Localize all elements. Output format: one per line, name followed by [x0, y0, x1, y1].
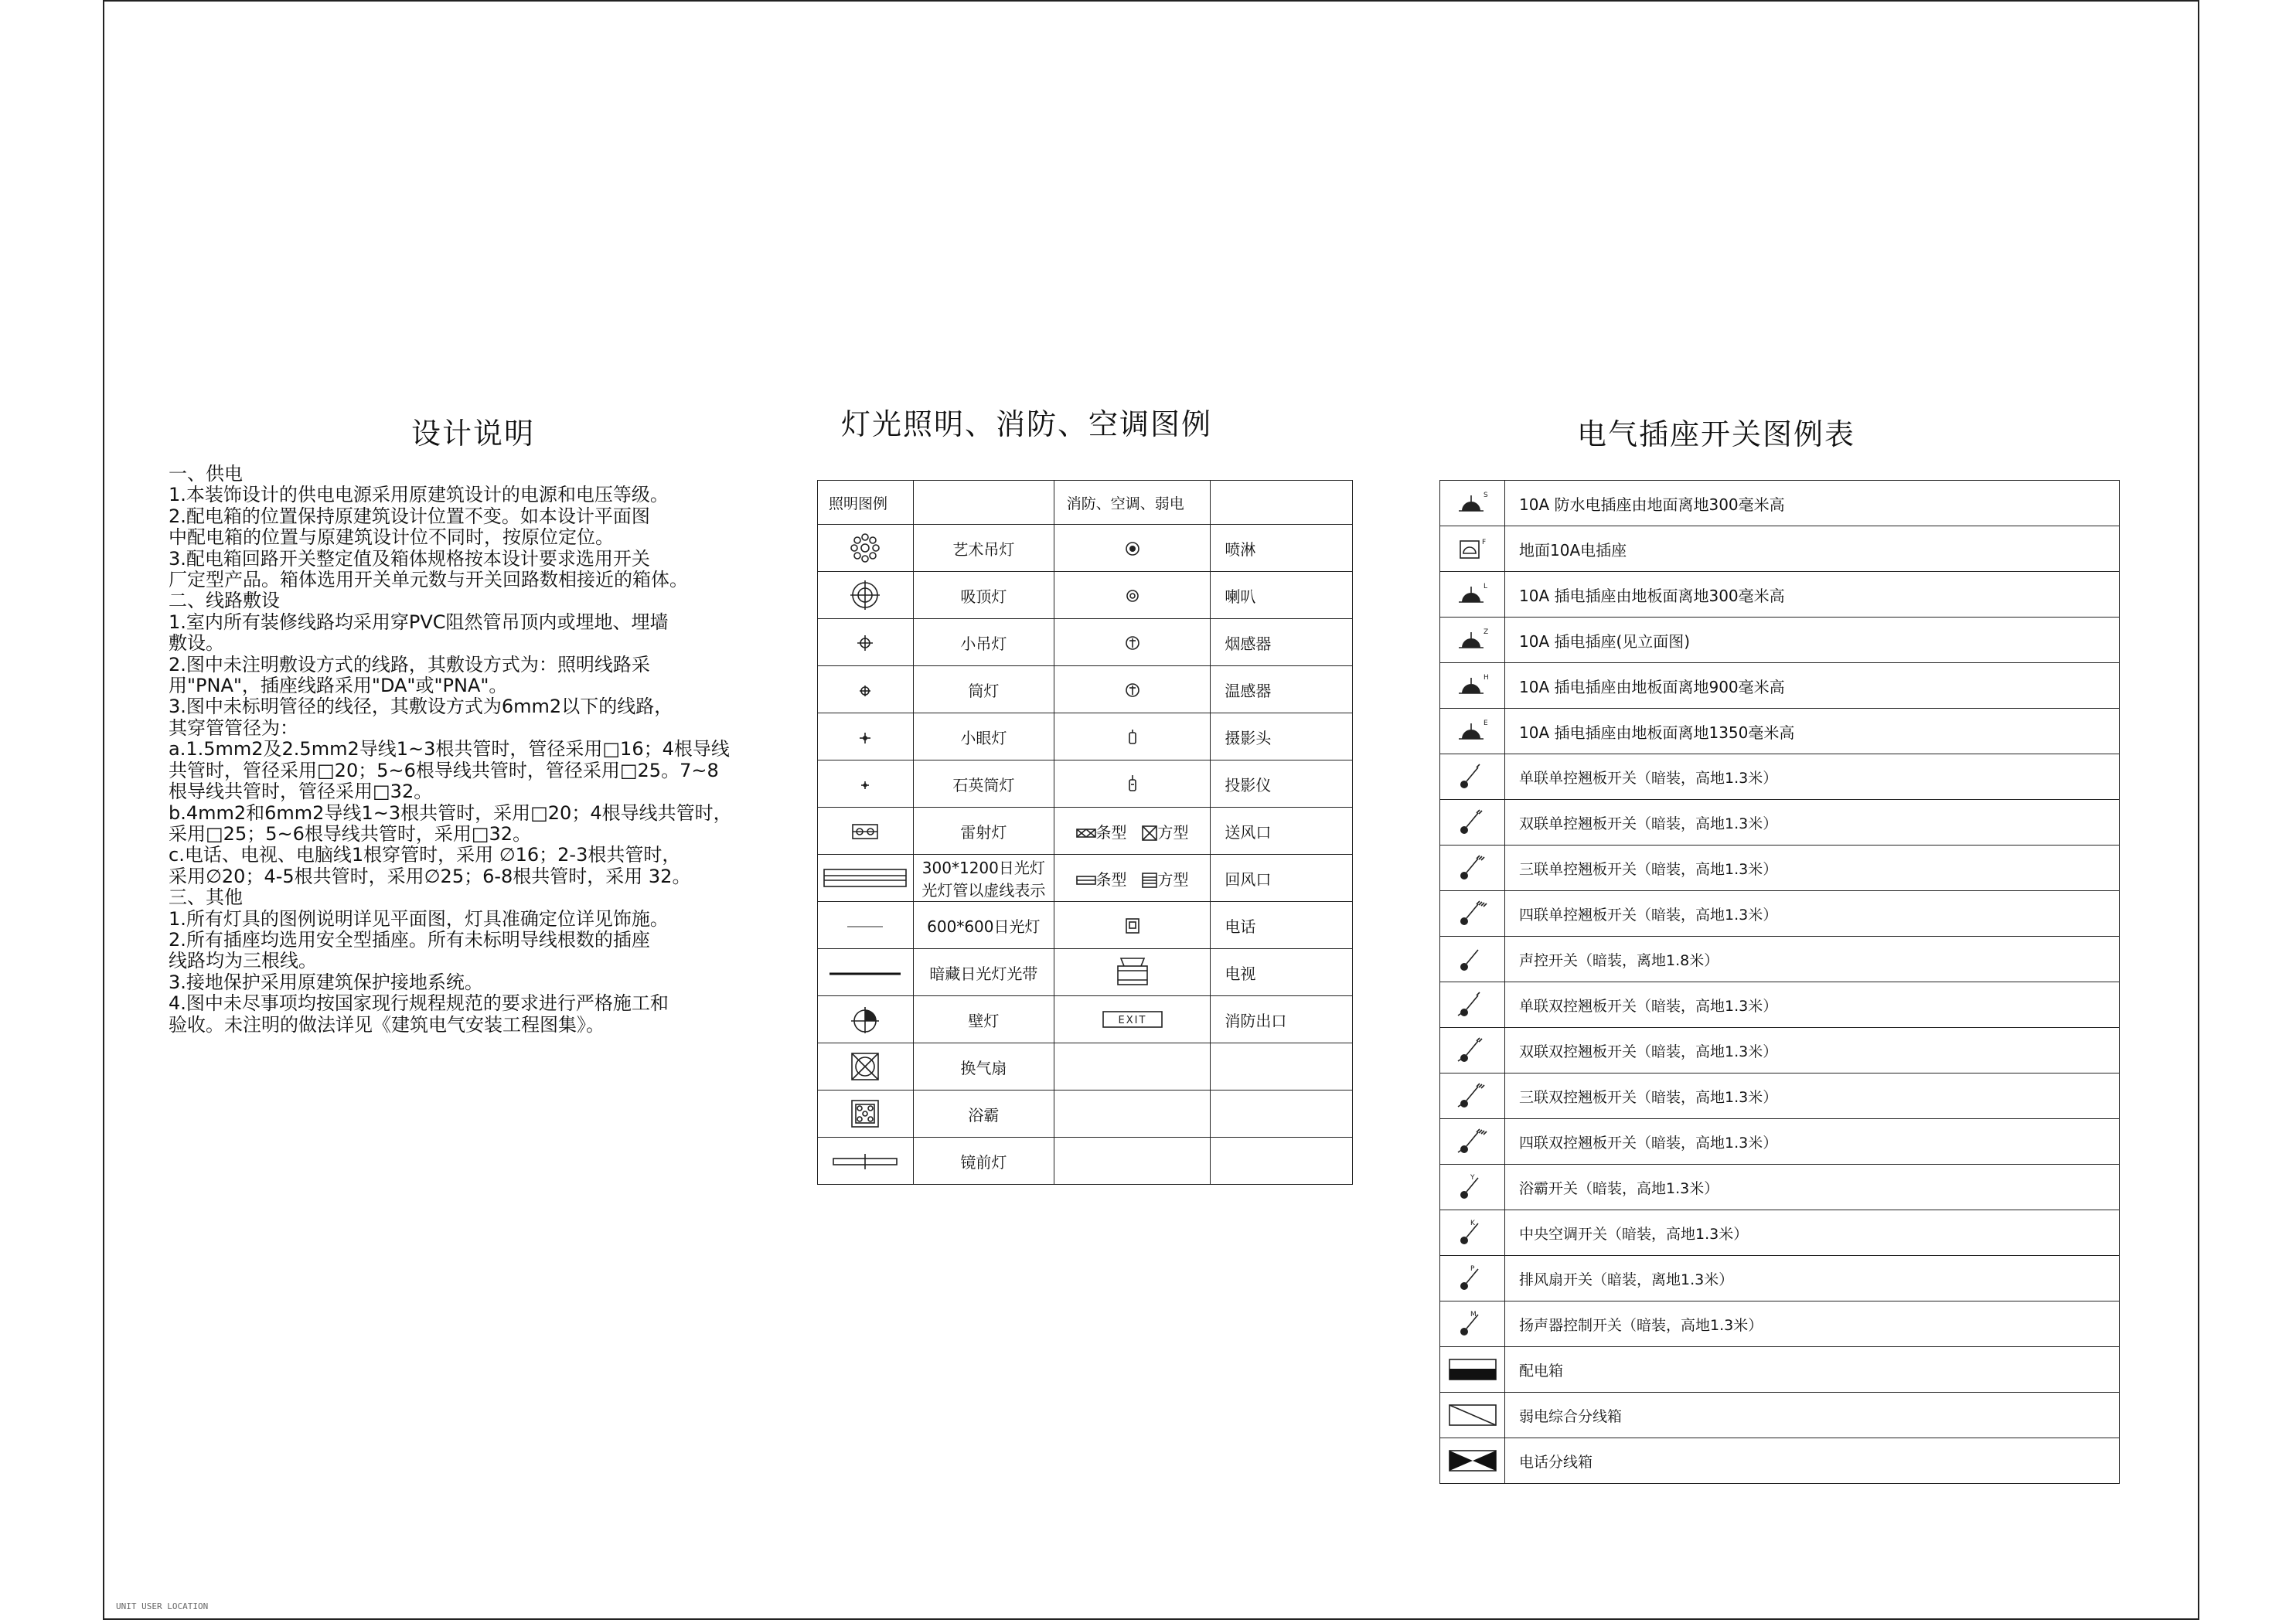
table-row [1440, 481, 2120, 526]
legend-description: 10A 插电插座由地板面离地300毫米高 [1505, 572, 2120, 618]
bath-heater-icon [850, 1104, 880, 1122]
tv-icon [1113, 962, 1152, 981]
speaker-icon [1124, 586, 1141, 604]
note-line: 验收。未注明的做法详见《建筑电气安装工程图集》。 [169, 1013, 605, 1036]
note-line: 1.室内所有装修线路均采用穿PVC阻然管吊顶内或埋地、埋墙 [169, 611, 669, 633]
fan-switch-icon [1453, 1265, 1492, 1287]
lighting-legend-title: 灯光照明、消防、空调图例 [841, 407, 1213, 441]
table-row [1440, 846, 2120, 891]
table-row [1440, 1073, 2120, 1119]
bath-switch-icon [1453, 1174, 1492, 1196]
legend-description: 声控开关（暗装，离地1.8米） [1505, 937, 2120, 982]
ac-switch-icon [1453, 1220, 1492, 1241]
table-row [1440, 982, 2120, 1028]
table-row [1440, 618, 2120, 663]
vent-square-icon [1141, 823, 1158, 842]
legend-description: 双联单控翘板开关（暗装，高地1.3米） [1505, 800, 2120, 846]
sprinkler-icon [1124, 539, 1141, 557]
note-line: 3.接地保护采用原建筑保护接地系统。 [169, 971, 483, 993]
table-row [818, 996, 1353, 1043]
svg-text:Z: Z [1483, 628, 1488, 636]
legend-label: 喇叭 [1225, 587, 1256, 606]
wall-lamp-icon [849, 1009, 881, 1028]
legend-label: 送风口 [1225, 822, 1272, 842]
table-row [1440, 1028, 2120, 1073]
electrical-legend-table [1439, 480, 2120, 1484]
chandelier-icon [848, 538, 882, 556]
legend-label: 电话 [1225, 917, 1256, 936]
vent-strip-label: 条型 [1095, 869, 1127, 889]
switch-1-icon [1453, 768, 1492, 785]
legend-description: 弱电综合分线箱 [1505, 1393, 2120, 1438]
speaker-switch-icon [1453, 1311, 1492, 1332]
laser-light-icon [851, 822, 879, 840]
socket-icon [1454, 720, 1491, 740]
socket-icon [1454, 583, 1491, 603]
socket-icon [1454, 674, 1491, 694]
camera-icon [1127, 726, 1138, 745]
smoke-detector-icon [1124, 633, 1141, 652]
table-row [818, 713, 1353, 760]
distribution-box-icon [1448, 1361, 1497, 1378]
dual-switch-3-icon [1453, 1087, 1492, 1104]
legend-label: 投影仪 [1225, 775, 1272, 794]
table-row [1440, 526, 2120, 572]
mirror-light-icon [830, 1151, 900, 1169]
legend-description: 四联双控翘板开关（暗装，高地1.3米） [1505, 1119, 2120, 1165]
legend-label: 300*1200日光灯 [921, 859, 1045, 877]
legend-description: 10A 插电插座由地板面离地900毫米高 [1505, 663, 2120, 709]
table-row [818, 1138, 1353, 1185]
legend-label: 喷淋 [1225, 539, 1256, 559]
svg-text:H: H [1483, 674, 1489, 682]
table-row [1440, 709, 2120, 754]
vent-strip-icon [1076, 823, 1096, 842]
svg-text:P: P [1470, 1265, 1474, 1273]
note-line: c.电话、电视、电脑线1根穿管时，采用 ∅16；2-3根共管时， [169, 844, 681, 866]
note-line: 中配电箱的位置与原建筑设计位不同时，按原位定位。 [169, 526, 614, 549]
legend-label: 烟感器 [1225, 634, 1272, 653]
vent-square-icon [1141, 870, 1158, 889]
phone-icon [1124, 916, 1141, 934]
note-line: 厂定型产品。箱体选用开关单元数与开关回路数相接近的箱体。 [169, 569, 688, 591]
legend-label: 小眼灯 [960, 728, 1007, 747]
svg-text:EXIT: EXIT [1118, 1015, 1146, 1027]
legend-description: 单联单控翘板开关（暗装，高地1.3米） [1505, 754, 2120, 800]
temp-detector-icon [1124, 680, 1141, 699]
switch-3-icon [1453, 859, 1492, 876]
table-row [818, 1091, 1353, 1138]
header-lighting: 照明图例 [818, 481, 914, 525]
legend-description: 电话分线箱 [1505, 1438, 2120, 1484]
return-vent-icon [1076, 870, 1189, 889]
legend-label: 温感器 [1225, 681, 1272, 700]
vent-strip-icon [1076, 870, 1096, 889]
design-notes [169, 464, 772, 1036]
footer-note: UNIT USER LOCATION [116, 1601, 209, 1611]
svg-text:F: F [1481, 539, 1486, 546]
lighting-legend-table [817, 480, 1353, 1185]
note-line: 2.配电箱的位置保持原建筑设计位置不变。如本设计平面图 [169, 505, 650, 527]
svg-text:S: S [1483, 492, 1488, 499]
legend-label: 镜前灯 [960, 1152, 1007, 1172]
note-line: 用"PNA"，插座线路采用"DA"或"PNA"。 [169, 675, 508, 697]
legend-label: 换气扇 [960, 1058, 1007, 1077]
vent-strip-label: 条型 [1095, 822, 1127, 842]
table-row [818, 572, 1353, 619]
legend-label: 壁灯 [968, 1011, 1000, 1030]
legend-description: 三联双控翘板开关（暗装，高地1.3米） [1505, 1073, 2120, 1119]
note-line: 1.本装饰设计的供电电源采用原建筑设计的电源和电压等级。 [169, 484, 669, 506]
notes-title: 设计说明 [411, 417, 536, 451]
note-line: 三、其他 [169, 886, 243, 909]
legend-description: 四联单控翘板开关（暗装，高地1.3米） [1505, 891, 2120, 937]
sound-switch-icon [1453, 951, 1492, 968]
table-row [1440, 937, 2120, 982]
svg-text:K: K [1470, 1220, 1475, 1227]
table-row [1440, 1393, 2120, 1438]
vent-square-label: 方型 [1157, 869, 1189, 889]
note-line: 4.图中未尽事项均按国家现行规程规范的要求进行严格施工和 [169, 992, 669, 1015]
legend-description: 10A 防水电插座由地面离地300毫米高 [1505, 481, 2120, 526]
legend-description: 浴霸开关（暗装，高地1.3米） [1505, 1165, 2120, 1210]
legend-label: 艺术吊灯 [952, 539, 1015, 559]
header-fire-hvac: 消防、空调、弱电 [1054, 481, 1211, 525]
legend-label: 筒灯 [968, 681, 1000, 700]
note-line: 2.图中未注明敷设方式的线路，其敷设方式为：照明线路采 [169, 653, 650, 675]
legend-label: 石英筒灯 [952, 775, 1015, 794]
dual-switch-4-icon [1453, 1133, 1492, 1150]
switch-2-icon [1453, 814, 1492, 831]
svg-text:L: L [1483, 583, 1487, 590]
dual-switch-1-icon [1453, 996, 1492, 1013]
fluorescent-icon [823, 868, 908, 886]
table-row [818, 1043, 1353, 1091]
legend-description: 排风扇开关（暗装，离地1.3米） [1505, 1256, 2120, 1301]
svg-text:Y: Y [1470, 1174, 1474, 1182]
legend-label: 摄影头 [1225, 728, 1272, 747]
legend-description: 双联双控翘板开关（暗装，高地1.3米） [1505, 1028, 2120, 1073]
legend-description: 中央空调开关（暗装，高地1.3米） [1505, 1210, 2120, 1256]
electrical-legend-title: 电气插座开关图例表 [1577, 417, 1856, 451]
led-strip-icon [828, 963, 902, 982]
table-row [1440, 1165, 2120, 1210]
legend-label-sub: 光灯管以虚线表示 [921, 881, 1046, 900]
weak-current-box-icon [1448, 1407, 1497, 1424]
note-line: b.4mm2和6mm2导线1~3根共管时，采用□20；4根导线共管时， [169, 801, 732, 824]
legend-description: 单联双控翘板开关（暗装，高地1.3米） [1505, 982, 2120, 1028]
stone-downlight-icon [860, 774, 870, 793]
table-row [1440, 1438, 2120, 1484]
downlight-icon [857, 680, 873, 699]
ceiling-light-icon [849, 585, 881, 604]
note-line: 采用∅20；4-5根共管时，采用∅25；6-8根共管时，采用 32。 [169, 865, 691, 887]
table-row [1440, 1256, 2120, 1301]
legend-description: 10A 插电插座(见立面图) [1505, 618, 2120, 663]
vent-square-label: 方型 [1157, 822, 1189, 842]
legend-label: 回风口 [1225, 869, 1272, 889]
table-row [1440, 1210, 2120, 1256]
table-header-row [818, 481, 1353, 525]
table-row [1440, 1301, 2120, 1347]
exhaust-fan-icon [850, 1056, 880, 1075]
note-line: 一、供电 [169, 463, 243, 485]
table-row [1440, 800, 2120, 846]
table-row [1440, 572, 2120, 618]
table-row [818, 525, 1353, 572]
table-row [1440, 754, 2120, 800]
table-row [1440, 891, 2120, 937]
dual-switch-2-icon [1453, 1042, 1492, 1059]
legend-label: 消防出口 [1225, 1011, 1287, 1030]
legend-label: 吸顶灯 [960, 587, 1007, 606]
projector-icon [1127, 774, 1138, 792]
exit-sign-icon [1102, 1009, 1163, 1028]
panel-light-icon [846, 916, 884, 934]
table-row [1440, 1119, 2120, 1165]
legend-label: 电视 [1225, 964, 1256, 983]
note-line: 共管时，管径采用□20；5~6根导线共管时，管径采用□25。7~8 [169, 759, 719, 781]
table-row [1440, 663, 2120, 709]
note-line: 二、线路敷设 [169, 590, 280, 612]
switch-4-icon [1453, 905, 1492, 922]
note-line: 3.配电箱回路开关整定值及箱体规格按本设计要求选用开关 [169, 547, 650, 570]
legend-description: 地面10A电插座 [1505, 526, 2120, 572]
legend-description: 10A 插电插座由地板面离地1350毫米高 [1505, 709, 2120, 754]
legend-description: 配电箱 [1505, 1347, 2120, 1393]
table-row [818, 666, 1353, 713]
note-line: a.1.5mm2及2.5mm2导线1~3根共管时，管径采用□16；4根导线 [169, 738, 730, 760]
supply-vent-icon [1076, 823, 1189, 842]
socket-icon [1454, 628, 1491, 648]
pendant-light-icon [856, 632, 874, 651]
phone-box-icon [1448, 1452, 1497, 1469]
svg-text:E: E [1483, 720, 1488, 727]
svg-text:M: M [1470, 1311, 1477, 1318]
legend-label: 暗藏日光灯光带 [929, 964, 1038, 983]
note-line: 线路均为三根线。 [169, 950, 317, 972]
note-line: 采用□25；5~6根导线共管时，采用□32。 [169, 822, 532, 845]
table-row [818, 808, 1353, 855]
note-line: 根导线共管时，管径采用□32。 [169, 781, 433, 803]
note-line: 1.所有灯具的图例说明详见平面图，灯具准确定位详见饰施。 [169, 907, 669, 930]
floor-socket-icon [1456, 540, 1490, 557]
spotlight-icon [858, 727, 872, 746]
legend-label: 雷射灯 [960, 822, 1007, 842]
table-row [818, 902, 1353, 949]
table-row [1440, 1347, 2120, 1393]
legend-label: 浴霸 [968, 1105, 1000, 1125]
legend-description: 扬声器控制开关（暗装，高地1.3米） [1505, 1301, 2120, 1347]
legend-description: 三联单控翘板开关（暗装，高地1.3米） [1505, 846, 2120, 891]
legend-label: 小吊灯 [960, 634, 1007, 653]
table-row [818, 949, 1353, 996]
table-row [818, 855, 1353, 902]
note-line: 敷设。 [169, 632, 224, 655]
legend-label: 600*600日光灯 [927, 917, 1041, 936]
table-row [818, 760, 1353, 808]
waterproof-socket-icon [1454, 492, 1491, 512]
note-line: 2.所有插座均选用安全型插座。所有未标明导线根数的插座 [169, 928, 650, 951]
note-line: 3.图中未标明管径的线径，其敷设方式为6mm2以下的线路， [169, 696, 673, 718]
note-line: 其穿管管径为： [169, 716, 298, 739]
table-row [818, 619, 1353, 666]
